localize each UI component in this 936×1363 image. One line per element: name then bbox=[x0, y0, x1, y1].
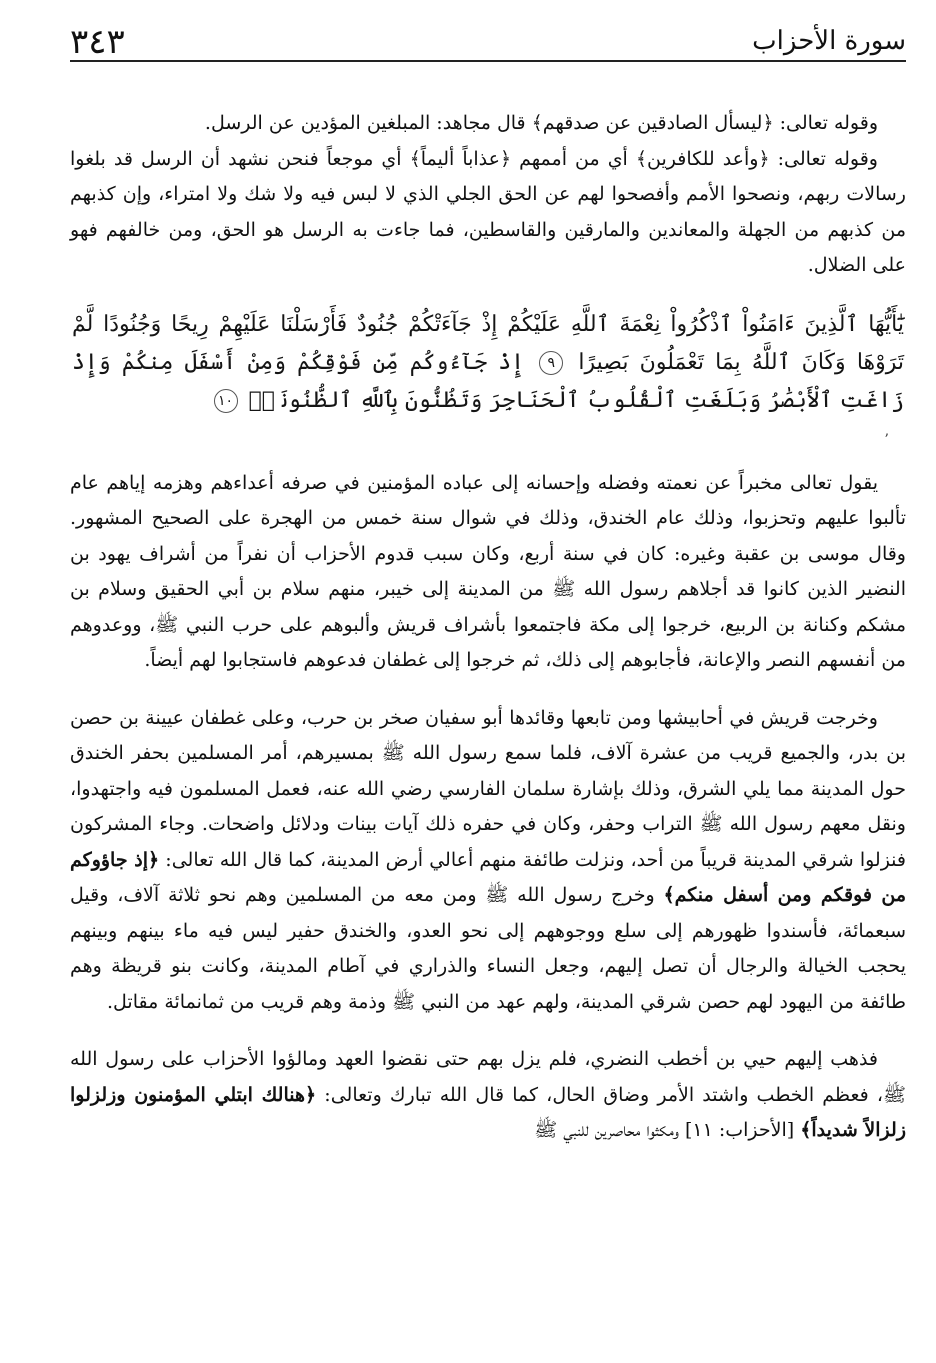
surah-title: سورة الأحزاب bbox=[752, 26, 906, 56]
page-header bbox=[70, 20, 906, 62]
ayah-number-9: ٩ bbox=[539, 351, 563, 375]
paragraph-5-text-b: [الأحزاب: ١١] ومكثوا محاصرين للنبي ﷺ bbox=[534, 1119, 795, 1141]
page-number: ٣٤٣ bbox=[70, 22, 125, 62]
paragraph-1: وقوله تعالى: ﴿ليسأل الصادقين عن صدقهم﴾ قال مجاهد: المبلغين المؤدين عن الرسل. bbox=[204, 112, 878, 134]
paragraph-4-quote: ﴿إذ جاؤوكم من فوقكم ومن أسفل منكم﴾ bbox=[70, 848, 906, 906]
paragraph-gap bbox=[70, 679, 906, 701]
verse-text-10: إِذْ جَآءُوكُم مِّن فَوْقِكُمْ وَمِنْ أَسْفَلَ مِنكُمْ وَإِذْ زَاغَتِ ٱلْأَبْصَٰرُ وَبَلَغَتِ ٱلْقُلُوبُ ٱلْحَنَاجِرَ وَتَظُنُّونَ بِٱللَّهِ ٱلظُّنُونَا۠ bbox=[72, 349, 904, 413]
verse-text-9: يَٰٓأَيُّهَا ٱلَّذِينَ ءَامَنُواْ ٱذْكُرُواْ نِعْمَةَ ٱللَّهِ عَلَيْكُمْ إِذْ جَآءَتْكُمْ جُنُودٌ فَأَرْسَلْنَا عَلَيْهِمْ رِيحًا وَجُنُودًا لَّمْ تَرَوْهَا وَكَانَ ٱللَّهُ بِمَا تَعْمَلُونَ بَصِيرًا bbox=[72, 311, 905, 375]
margin-mark: ʼ bbox=[884, 432, 889, 448]
quran-verse-block bbox=[70, 306, 906, 420]
paragraph-2: وقوله تعالى: ﴿وأعد للكافرين﴾ أي من أممهم ﴿عذاباً أليماً﴾ أي موجعاً فنحن نشهد أن الرسل قد بلغوا رسالات ربهم، ونصحوا الأمم وأفصحوا لهم عن الحق الجلي الذي لا لبس فيه ولا شك ولا امتراء، وإن كذبهم من كذبهم من الجهلة والمعاندين والمارقين والقاسطين، فما جاءت به الرسل هو الحق، ومن خالفهم فهو على الضلال. bbox=[70, 147, 906, 276]
ayah-number-10: ١٠ bbox=[214, 389, 238, 413]
paragraph-gap-2 bbox=[70, 1020, 906, 1042]
paragraph-5-text-a: فذهب إليهم حيي بن أخطب النضري، فلم يزل بهم حتى نقضوا العهد ومالؤوا الأحزاب على رسول الله ﷺ، فعظم الخطب واشتد الأمر وضاق الحال، كما قال الله تبارك وتعالى: bbox=[70, 1048, 906, 1106]
paragraph-5 bbox=[70, 1042, 906, 1149]
paragraph-3: يقول تعالى مخبراً عن نعمته وفضله وإحسانه إلى عباده المؤمنين في صرفه أعداءهم وهزمه إياهم عام تألبوا عليهم وتحزبوا، وذلك عام الخندق، وذلك في شوال سنة خمس من الهجرة على الصحيح المشهور. وقال موسى بن عقبة وغيره: كان في سنة أربع، وكان سبب قدوم الأحزاب أن نفراً من أشراف يهود بن النضير الذين كانوا قد أجلاهم رسول الله ﷺ من المدينة إلى خيبر، منهم سلام بن أبي الحقيق وسلام بن مشكم وكنانة بن الربيع، خرجوا إلى مكة فاجتمعوا بأشراف قريش وألبوهم على حرب النبي ﷺ، ووعدوهم من أنفسهم النصر والإعانة، فأجابوهم إلى ذلك، ثم خرجوا إلى غطفان فدعوهم فاستجابوا لهم أيضاً. bbox=[70, 471, 906, 671]
paragraph-4-text-a: وخرجت قريش في أحابيشها ومن تابعها وقائدها أبو سفيان صخر بن حرب، وعلى غطفان عيينة بن حصن بن بدر، والجميع قريب من عشرة آلاف، فلما سمع رسول الله ﷺ بمسيرهم، أمر المسلمين بحفر الخندق حول المدينة مما يلي الشرق، وذلك بإشارة سلمان الفارسي رضي الله عنه، فعمل المسلمون فيه واجتهدوا، ونقل معهم رسول الله ﷺ التراب وحفر، وكان في حفره ذلك آيات بينات ودلائل واضحات. وجاء المشركون فنزلوا شرقي المدينة قريباً من أحد، ونزلت طائفة منهم أعالي أرض المدينة، كما قال الله تعالى: bbox=[70, 706, 907, 871]
paragraph-5-quote: ﴿هنالك ابتلي المؤمنون وزلزلوا زلزالاً شديداً﴾ bbox=[70, 1083, 906, 1141]
paragraph-4 bbox=[70, 701, 906, 1021]
document-page bbox=[70, 20, 906, 1350]
paragraph-4-text-b: وخرج رسول الله ﷺ ومن معه من المسلمين وهم نحو ثلاثة آلاف، وقيل سبعمائة، فأسندوا ظهورهم إلى سلع ووجوههم إلى نحو العدو، والخندق حفير ليس فيه ماء بينهم وبينهم يحجب الخيالة والرجال أن تصل إليهم، وجعل النساء والذراري في آطام المدينة، وكانت بنو قريظة وهم طائفة من اليهود لهم حصن شرقي المدينة، ولهم عهد من النبي ﷺ وذمة وهم قريب من ثمانمائة مقاتل. bbox=[70, 884, 906, 1013]
